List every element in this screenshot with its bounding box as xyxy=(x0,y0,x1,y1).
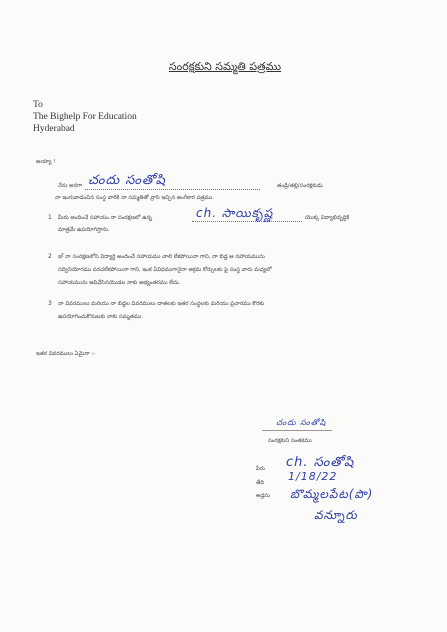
page-title: సంరక్షకుని సమ్మతి పత్రము xyxy=(168,60,282,73)
handwritten-date: 1/18/22 xyxy=(288,470,338,483)
item-2-text-a: ఇ-్ నా సంరక్షణలోని విద్యార్థి అందించే సహాయము చాలి లేకపోయినా గాని, నా బిడ్డ ఆ సహాయమును xyxy=(58,254,265,260)
item-2-number: 2 xyxy=(48,253,52,260)
item-1-text-a: మీరు అందించే సహాయం నా సంరక్షణలో ఉన్న xyxy=(58,215,152,221)
item-3-text-a: నా వివరములు మరియు నా బిడ్డల వివరములు దాతలకు ఇతర సంస్థలకు మరియు ప్రచారము కొరకు xyxy=(58,301,265,307)
handwritten-child-name: ch. సాయికృష్ణ xyxy=(196,206,274,220)
date-label: తేది xyxy=(256,480,264,486)
handwritten-signature: చందు సంతోషి xyxy=(276,418,327,427)
other-details-label: ఇతర వివరములు ఏమైనా :- xyxy=(36,351,96,357)
handwritten-guardian-name: ch. సంతోషి xyxy=(286,455,355,470)
intro-text-b: తండ్రి/తల్లి/సంరక్షకుడు xyxy=(277,183,323,189)
handwritten-address-1: బొమ్మలపేట(పొ) xyxy=(290,487,374,501)
item-2-text-c: సహాయమును ఆపివేసినయొడల నాకు అభ్యంతరము లేదు. xyxy=(58,280,181,286)
address-org: The Bighelp For Education xyxy=(33,112,137,122)
salutation: అయ్యా ! xyxy=(36,159,56,165)
item-3-text-b: ఉపయోగించుకొనుటకు నాకు సమ్మతము. xyxy=(58,314,144,320)
handwritten-parent-name: చందు సంతోషి xyxy=(88,173,166,188)
item-1-text-b: యొక్క విద్యాభివృద్ధికి xyxy=(305,215,350,221)
item-3-number: 3 xyxy=(48,300,52,307)
address-to: To xyxy=(33,100,43,110)
item-2-text-b: సద్వినియోగము పరచలేకపోయినా గాని, ఇంక ఏవిధముగానైనా అక్రమ కోర్సులకు ఫై సంస్థ వారు మధ్యలో xyxy=(58,267,272,273)
handwritten-address-2: వన్నూరు xyxy=(314,508,358,522)
address-label: అడ్రసు xyxy=(256,493,270,499)
item-1-text-c: మాత్రమే ఉపయోగిస్తాను. xyxy=(58,227,110,233)
signature-line xyxy=(262,430,332,431)
address-city: Hyderabad xyxy=(33,124,75,134)
name-label: పేరు xyxy=(256,466,265,472)
signature-label: సంరక్షకుని సంతకము xyxy=(268,438,312,444)
intro-text-a: నేను అనగా xyxy=(58,183,83,189)
intro-text-line2: నా ఇంగువాడంచిన సంస్థ వారికి నా సమ్మతితో వ్రాసి ఇచ్చిన అంగీకార పత్రము. xyxy=(55,195,214,201)
item-1-number: 1 xyxy=(48,214,52,221)
